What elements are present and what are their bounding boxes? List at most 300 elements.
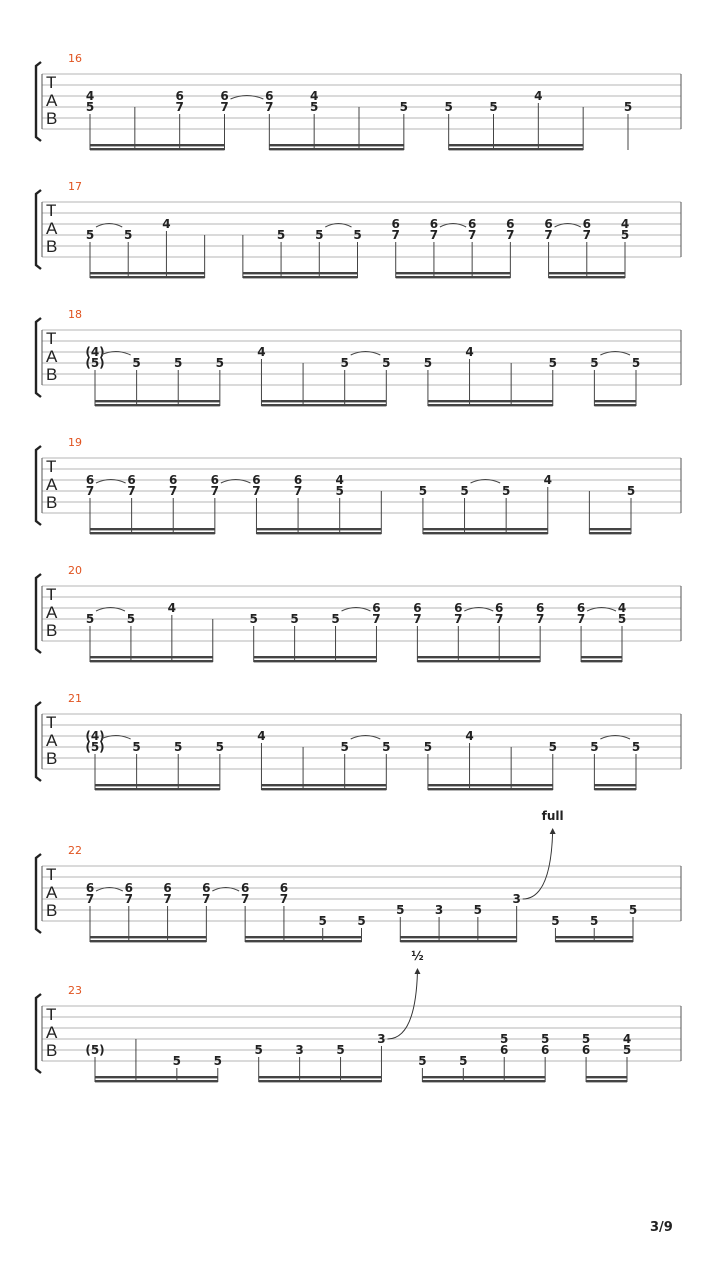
- beam: [90, 276, 205, 278]
- fret-number: 7: [391, 228, 400, 242]
- fret-number: 5: [548, 740, 557, 754]
- fret-number: 7: [127, 484, 136, 498]
- fret-number: 6: [169, 473, 178, 487]
- fret-number: 5: [473, 903, 483, 917]
- fret-number: 7: [163, 892, 172, 906]
- beam: [90, 660, 213, 662]
- note-column: [590, 356, 598, 406]
- note-column: [444, 100, 452, 150]
- fret-number: 6: [85, 881, 95, 895]
- fret-number: 5: [418, 1054, 427, 1068]
- tab-system: [36, 564, 681, 662]
- fret-number: 7: [413, 612, 422, 626]
- fret-number: 5: [335, 484, 344, 498]
- note-column: [544, 473, 552, 534]
- note-column: [168, 601, 176, 662]
- note-column: [624, 100, 632, 150]
- fret-number: 6: [265, 89, 274, 103]
- tab-system: [36, 180, 681, 278]
- note-column: [250, 612, 258, 662]
- fret-number: (5): [85, 356, 105, 370]
- beam: [259, 1080, 382, 1082]
- note-column: [86, 473, 94, 534]
- note-column: [220, 89, 228, 150]
- note-column: [590, 740, 598, 790]
- measure-number: 16: [68, 52, 82, 65]
- note-column: [353, 228, 361, 278]
- tab-clef-letter: B: [46, 493, 58, 512]
- note-column: [315, 228, 323, 278]
- fret-number: 4: [620, 217, 630, 231]
- fret-number: 7: [454, 612, 463, 626]
- note-column: [534, 89, 542, 150]
- tab-clef-letter: T: [46, 1005, 57, 1024]
- fret-number: 6: [544, 217, 553, 231]
- note-column: [336, 473, 344, 534]
- tab-clef-letter: A: [46, 883, 58, 902]
- tab-clef-letter: A: [46, 91, 58, 110]
- fret-number: 5: [174, 356, 183, 370]
- beam: [396, 276, 511, 278]
- tab-clef-letter: B: [46, 901, 58, 920]
- note-column: [174, 356, 182, 406]
- note-column: [341, 740, 349, 790]
- note-column: [382, 356, 390, 406]
- fret-number: 5: [336, 1043, 345, 1057]
- beam: [581, 660, 622, 662]
- tab-clef-letter: A: [46, 475, 58, 494]
- fret-number: 5: [540, 1032, 550, 1046]
- fret-number: 5: [399, 100, 409, 114]
- note-column: [86, 881, 94, 942]
- beam-secondary: [254, 656, 377, 658]
- fret-number: 6: [429, 217, 439, 231]
- note-column: [163, 881, 171, 942]
- measure-number: 18: [68, 308, 82, 321]
- beam: [423, 532, 548, 534]
- beam: [90, 940, 206, 942]
- fret-number: 6: [220, 89, 229, 103]
- note-column: [86, 228, 94, 278]
- fret-number: 5: [215, 740, 225, 754]
- beam: [245, 940, 361, 942]
- tab-clef-letter: T: [46, 865, 57, 884]
- note-column: [86, 612, 94, 662]
- system-bracket: [36, 62, 41, 141]
- tab-clef-letter: T: [46, 713, 57, 732]
- fret-number: 5: [174, 740, 183, 754]
- beam: [269, 148, 404, 150]
- beam-secondary: [417, 656, 540, 658]
- fret-number: 5: [418, 484, 428, 498]
- beam: [449, 148, 583, 150]
- fret-number: 5: [396, 903, 405, 917]
- tab-clef-letter: B: [46, 621, 58, 640]
- note-column: [132, 356, 140, 406]
- fret-number: 5: [172, 1054, 182, 1068]
- note-column: [500, 1032, 508, 1082]
- system-bracket: [36, 854, 41, 933]
- measure-number: 23: [68, 984, 82, 997]
- note-column: [257, 345, 265, 406]
- fret-number: 5: [132, 356, 141, 370]
- fret-number: 5: [353, 228, 362, 242]
- fret-number: 4: [257, 729, 266, 743]
- fret-number: (4): [85, 345, 105, 359]
- measure-number: 21: [68, 692, 82, 705]
- beam-secondary: [243, 272, 358, 274]
- fret-number: 6: [240, 881, 250, 895]
- fret-number: 5: [460, 484, 469, 498]
- tab-clef-letter: T: [46, 329, 57, 348]
- beam-secondary: [95, 784, 220, 786]
- note-column: [430, 217, 438, 278]
- note-column: [132, 740, 140, 790]
- fret-number: 6: [175, 89, 184, 103]
- fret-number: 5: [489, 100, 498, 114]
- beam-secondary: [95, 1076, 218, 1078]
- note-column: [465, 729, 473, 790]
- note-column: [162, 217, 170, 278]
- fret-number: 5: [626, 484, 636, 498]
- fret-number: 5: [500, 1032, 509, 1046]
- fret-number: 3: [512, 892, 521, 906]
- fret-number: 6: [85, 473, 95, 487]
- fret-number: 4: [257, 345, 266, 359]
- fret-number: 5: [548, 356, 557, 370]
- system-bracket: [36, 994, 41, 1073]
- fret-number: 7: [506, 228, 515, 242]
- beam-secondary: [90, 656, 213, 658]
- beam: [95, 404, 220, 406]
- fret-number: 5: [459, 1054, 468, 1068]
- beam-secondary: [400, 936, 516, 938]
- fret-number: 4: [309, 89, 319, 103]
- fret-number: 4: [543, 473, 552, 487]
- note-column: [265, 89, 273, 150]
- fret-number: 5: [581, 1032, 591, 1046]
- system-bracket: [36, 574, 41, 653]
- beam: [90, 148, 225, 150]
- fret-number: 7: [429, 228, 439, 242]
- tab-clef-letter: A: [46, 347, 58, 366]
- beam-secondary: [555, 936, 633, 938]
- fret-number: 7: [175, 100, 184, 114]
- beam-secondary: [261, 784, 386, 786]
- fret-number: 5: [357, 914, 366, 928]
- fret-number: 4: [167, 601, 177, 615]
- tab-system: [36, 308, 681, 406]
- beam-secondary: [549, 272, 625, 274]
- note-column: [549, 740, 557, 790]
- fret-number: (4): [85, 729, 105, 743]
- beam-secondary: [428, 400, 553, 402]
- beam: [422, 1080, 545, 1082]
- note-column: [252, 473, 260, 534]
- beam: [589, 532, 631, 534]
- fret-number: 6: [202, 881, 211, 895]
- fret-number: 7: [544, 228, 553, 242]
- fret-number: 5: [631, 740, 641, 754]
- note-column: [257, 729, 265, 790]
- fret-number: 6: [210, 473, 220, 487]
- fret-number: 4: [534, 89, 543, 103]
- tab-clef-letter: B: [46, 237, 58, 256]
- fret-number: 7: [210, 484, 220, 498]
- note-column: [632, 740, 640, 790]
- tab-clef-letter: B: [46, 749, 58, 768]
- beam-secondary: [586, 1076, 627, 1078]
- beam: [261, 404, 386, 406]
- tab-clef-letter: T: [46, 457, 57, 476]
- fret-number: 5: [85, 612, 95, 626]
- fret-number: 6: [581, 1043, 591, 1057]
- fret-number: 5: [623, 100, 633, 114]
- note-column: [460, 484, 468, 534]
- note-column: [310, 89, 318, 150]
- note-column: [331, 612, 339, 662]
- note-column: [413, 601, 421, 662]
- fret-number: 3: [295, 1043, 304, 1057]
- beam-secondary: [422, 1076, 545, 1078]
- beam-secondary: [428, 784, 553, 786]
- note-column: [211, 473, 219, 534]
- tab-clef-letter: T: [46, 201, 57, 220]
- fret-number: 6: [500, 1043, 509, 1057]
- fret-number: 5: [276, 228, 286, 242]
- note-column: [468, 217, 476, 278]
- fret-number: 5: [590, 740, 599, 754]
- note-column: [86, 89, 94, 150]
- fret-number: 5: [590, 914, 599, 928]
- page-number: 3/9: [650, 1220, 673, 1235]
- measure-number: 17: [68, 180, 82, 193]
- fret-number: 4: [162, 217, 171, 231]
- fret-number: 7: [293, 484, 303, 498]
- note-column: [372, 601, 380, 662]
- fret-number: 7: [535, 612, 545, 626]
- beam: [243, 276, 358, 278]
- fret-number: 7: [240, 892, 250, 906]
- beam: [261, 788, 386, 790]
- measure-number: 20: [68, 564, 82, 577]
- note-column: [544, 217, 552, 278]
- beam: [555, 940, 633, 942]
- fret-number: 6: [279, 881, 289, 895]
- note-column: [175, 89, 183, 150]
- note-column: [623, 1032, 631, 1082]
- fret-number: 6: [293, 473, 303, 487]
- measure-number: 22: [68, 844, 82, 857]
- note-column: [627, 484, 635, 534]
- note-column: [506, 217, 514, 278]
- tab-clef-letter: T: [46, 585, 57, 604]
- fret-number: 5: [85, 100, 95, 114]
- fret-number: 5: [213, 1054, 222, 1068]
- beam-secondary: [269, 144, 404, 146]
- tab-clef-letter: A: [46, 603, 58, 622]
- fret-number: 7: [279, 892, 289, 906]
- note-column: [125, 881, 133, 942]
- beam: [95, 788, 220, 790]
- bend-arrowhead: [414, 968, 420, 974]
- fret-number: 6: [252, 473, 261, 487]
- note-column: [290, 612, 298, 662]
- fret-number: 5: [290, 612, 299, 626]
- note-column: [577, 601, 585, 662]
- note-column: [512, 892, 520, 942]
- beam: [400, 940, 516, 942]
- beam-secondary: [95, 400, 220, 402]
- fret-number: 5: [309, 100, 319, 114]
- note-column: [424, 740, 432, 790]
- fret-number: 5: [331, 612, 340, 626]
- fret-number: 7: [169, 484, 178, 498]
- bend-label: full: [541, 809, 564, 823]
- note-column: [202, 881, 210, 942]
- fret-number: 5: [628, 903, 638, 917]
- beam: [586, 1080, 627, 1082]
- beam: [254, 660, 377, 662]
- fret-number: 5: [126, 612, 136, 626]
- tab-system: [36, 692, 681, 790]
- note-column: [169, 473, 177, 534]
- fret-number: 5: [124, 228, 133, 242]
- fret-number: 6: [124, 881, 133, 895]
- fret-number: 5: [315, 228, 324, 242]
- system-bracket: [36, 446, 41, 525]
- fret-number: 6: [540, 1043, 550, 1057]
- fret-number: 5: [617, 612, 627, 626]
- tab-clef-letter: B: [46, 1041, 58, 1060]
- fret-number: 5: [382, 740, 391, 754]
- fret-number: (5): [85, 1043, 105, 1057]
- fret-number: 6: [495, 601, 504, 615]
- note-column: [465, 345, 473, 406]
- note-column: [124, 228, 132, 278]
- system-bracket: [36, 702, 41, 781]
- beam-secondary: [90, 272, 205, 274]
- fret-number: (5): [85, 740, 105, 754]
- beam-secondary: [259, 1076, 382, 1078]
- fret-number: 5: [132, 740, 141, 754]
- tab-system: [36, 949, 681, 1082]
- fret-number: 4: [465, 729, 474, 743]
- fret-number: 5: [249, 612, 258, 626]
- bend-arrowhead: [550, 828, 556, 834]
- fret-number: 7: [124, 892, 133, 906]
- note-column: [241, 881, 249, 942]
- note-column: [549, 356, 557, 406]
- beam: [95, 1080, 218, 1082]
- fret-number: 7: [582, 228, 591, 242]
- note-column: [377, 1032, 385, 1082]
- beam: [549, 276, 625, 278]
- note-column: [127, 612, 135, 662]
- fret-number: 7: [372, 612, 381, 626]
- note-column: [495, 601, 503, 662]
- note-column: [400, 100, 408, 150]
- note-column: [392, 217, 400, 278]
- beam-secondary: [90, 936, 206, 938]
- note-column: [382, 740, 390, 790]
- note-column: [424, 356, 432, 406]
- tab-clef-letter: T: [46, 73, 57, 92]
- fret-number: 7: [202, 892, 211, 906]
- tab-clef-letter: A: [46, 219, 58, 238]
- fret-number: 7: [576, 612, 586, 626]
- note-column: [582, 1032, 590, 1082]
- fret-number: 6: [506, 217, 515, 231]
- tab-clef-letter: B: [46, 109, 58, 128]
- fret-number: 4: [622, 1032, 632, 1046]
- note-column: [621, 217, 629, 278]
- fret-number: 3: [377, 1032, 386, 1046]
- beam-secondary: [594, 400, 636, 402]
- note-column: [341, 356, 349, 406]
- note-column: [502, 484, 510, 534]
- fret-number: 6: [582, 217, 591, 231]
- fret-number: 4: [85, 89, 95, 103]
- tab-system: [36, 52, 681, 150]
- fret-number: 7: [495, 612, 504, 626]
- fret-number: 5: [551, 914, 560, 928]
- tab-clef-letter: B: [46, 365, 58, 384]
- fret-number: 3: [434, 903, 444, 917]
- fret-number: 5: [318, 914, 327, 928]
- note-column: [216, 740, 224, 790]
- tab-system: [36, 809, 681, 942]
- fret-number: 4: [617, 601, 627, 615]
- beam-secondary: [594, 784, 636, 786]
- system-bracket: [36, 190, 41, 269]
- note-column: [632, 356, 640, 406]
- fret-number: 5: [423, 356, 433, 370]
- tab-clef-letter: A: [46, 731, 58, 750]
- beam-secondary: [396, 272, 511, 274]
- fret-number: 5: [382, 356, 391, 370]
- note-column: [127, 473, 135, 534]
- fret-number: 4: [465, 345, 474, 359]
- beam-secondary: [449, 144, 583, 146]
- fret-number: 5: [85, 228, 95, 242]
- fret-number: 7: [265, 100, 274, 114]
- fret-number: 5: [340, 740, 349, 754]
- beam-secondary: [90, 528, 215, 530]
- beam-secondary: [261, 400, 386, 402]
- beam: [594, 404, 636, 406]
- beam: [594, 788, 636, 790]
- beam-secondary: [423, 528, 548, 530]
- fret-number: 6: [163, 881, 172, 895]
- fret-number: 6: [467, 217, 477, 231]
- system-bracket: [36, 318, 41, 397]
- fret-number: 5: [631, 356, 641, 370]
- fret-number: 5: [215, 356, 225, 370]
- fret-number: 5: [340, 356, 349, 370]
- beam: [256, 532, 381, 534]
- tab-system: [36, 436, 681, 534]
- fret-number: 5: [423, 740, 433, 754]
- note-column: [216, 356, 224, 406]
- fret-number: 7: [252, 484, 261, 498]
- beam: [90, 532, 215, 534]
- note-column: [174, 740, 182, 790]
- beam-secondary: [90, 144, 225, 146]
- fret-number: 6: [127, 473, 136, 487]
- fret-number: 6: [535, 601, 545, 615]
- fret-number: 5: [622, 1043, 632, 1057]
